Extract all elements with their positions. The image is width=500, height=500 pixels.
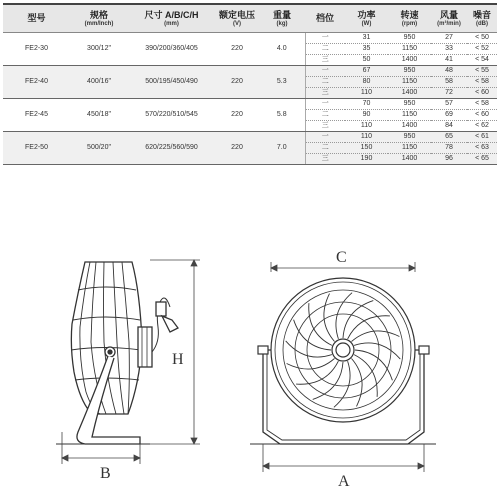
model-cell: FE2-40 [3,66,70,99]
header-weight [259,5,305,33]
gear-cell: 二 [305,143,345,154]
voltage-cell: 220 [215,66,259,99]
power-cell: 110 [345,121,388,132]
weight-cell: 5.8 [259,99,305,132]
noise-cell: < 65 [467,154,497,165]
header-gear [305,5,345,33]
spec-cell: 300/12" [70,33,128,66]
header-power [345,5,388,33]
header-power-unit: (W) [361,20,372,27]
dimensions-cell: 500/195/450/490 [128,66,215,99]
voltage-cell: 220 [215,99,259,132]
header-voltage-unit: (V) [233,20,241,27]
dimension-label-a: A [338,473,350,490]
dimensions-cell: 570/220/510/545 [128,99,215,132]
header-voltage [215,5,259,33]
table-header [3,3,497,33]
speed-cell: 1400 [388,154,431,165]
voltage-cell: 220 [215,132,259,165]
dimension-label-h: H [172,351,184,368]
power-cell: 31 [345,33,388,44]
spec-table [3,33,497,165]
airflow-cell: 96 [431,154,467,165]
voltage-cell: 220 [215,33,259,66]
noise-cell: < 54 [467,55,497,66]
weight-cell: 5.3 [259,66,305,99]
power-cell: 80 [345,77,388,88]
gear-cell: 三 [305,121,345,132]
table-row [3,132,497,143]
airflow-cell: 65 [431,132,467,143]
model-cell: FE2-50 [3,132,70,165]
speed-cell: 950 [388,99,431,110]
speed-cell: 950 [388,66,431,77]
header-spec-unit: (mm/Inch) [84,20,114,27]
header-weight-unit: (kg) [276,20,288,27]
gear-cell: 三 [305,55,345,66]
header-airflow-label: 风量 [439,9,458,20]
header-noise-label: 噪音 [472,9,491,20]
gear-cell: 一 [305,132,345,143]
header-noise-unit: (dB) [476,20,488,27]
speed-cell: 950 [388,33,431,44]
speed-cell: 950 [388,132,431,143]
speed-cell: 1400 [388,55,431,66]
spec-cell: 500/20" [70,132,128,165]
gear-cell: 三 [305,154,345,165]
power-cell: 70 [345,99,388,110]
header-power-label: 功率 [357,9,376,20]
noise-cell: < 52 [467,44,497,55]
header-spec-label: 规格 [89,9,108,20]
noise-cell: < 50 [467,33,497,44]
airflow-cell: 78 [431,143,467,154]
airflow-cell: 33 [431,44,467,55]
header-spec [70,5,128,33]
gear-cell: 二 [305,110,345,121]
power-cell: 50 [345,55,388,66]
gear-cell: 二 [305,77,345,88]
noise-cell: < 62 [467,121,497,132]
airflow-cell: 69 [431,110,467,121]
noise-cell: < 58 [467,77,497,88]
speed-cell: 1150 [388,77,431,88]
airflow-cell: 72 [431,88,467,99]
model-cell: FE2-30 [3,33,70,66]
table-row [3,33,497,44]
noise-cell: < 63 [467,143,497,154]
fan-dimension-drawings [0,232,500,500]
dimension-label-b: B [100,465,111,482]
speed-cell: 1150 [388,110,431,121]
header-weight-label: 重量 [272,9,291,20]
table-row [3,66,497,77]
header-speed-unit: (rpm) [401,20,418,27]
power-cell: 150 [345,143,388,154]
power-cell: 110 [345,132,388,143]
speed-cell: 1150 [388,143,431,154]
power-cell: 90 [345,110,388,121]
header-model [3,5,70,33]
front-view-drawing [250,278,436,444]
noise-cell: < 61 [467,132,497,143]
power-cell: 67 [345,66,388,77]
power-cell: 110 [345,88,388,99]
side-view-drawing [56,262,178,444]
header-gear-label: 档位 [315,13,334,24]
gear-cell: 三 [305,88,345,99]
speed-cell: 1400 [388,121,431,132]
dimensions-cell: 620/225/560/590 [128,132,215,165]
spec-cell: 450/18" [70,99,128,132]
header-airflow-unit: (m³/min) [437,20,461,27]
noise-cell: < 55 [467,66,497,77]
spec-cell: 400/16" [70,66,128,99]
gear-cell: 一 [305,33,345,44]
weight-cell: 4.0 [259,33,305,66]
gear-cell: 一 [305,66,345,77]
header-airflow [431,5,467,33]
header-noise [467,5,497,33]
speed-cell: 1150 [388,44,431,55]
model-cell: FE2-45 [3,99,70,132]
dimensions-cell: 390/200/360/405 [128,33,215,66]
header-speed [388,5,431,33]
table-row [3,99,497,110]
header-dimensions-unit: (mm) [164,20,179,27]
speed-cell: 1400 [388,88,431,99]
header-dimensions [128,5,215,33]
gear-cell: 一 [305,99,345,110]
airflow-cell: 41 [431,55,467,66]
noise-cell: < 60 [467,110,497,121]
header-dimensions-label: 尺寸 A/B/C/H [144,9,199,20]
gear-cell: 二 [305,44,345,55]
power-cell: 190 [345,154,388,165]
noise-cell: < 58 [467,99,497,110]
airflow-cell: 27 [431,33,467,44]
header-speed-label: 转速 [400,9,419,20]
airflow-cell: 48 [431,66,467,77]
header-voltage-label: 额定电压 [218,9,255,20]
airflow-cell: 57 [431,99,467,110]
dimension-label-c: C [336,249,347,266]
noise-cell: < 60 [467,88,497,99]
airflow-cell: 84 [431,121,467,132]
header-model-label: 型号 [27,13,46,24]
power-cell: 35 [345,44,388,55]
airflow-cell: 58 [431,77,467,88]
weight-cell: 7.0 [259,132,305,165]
